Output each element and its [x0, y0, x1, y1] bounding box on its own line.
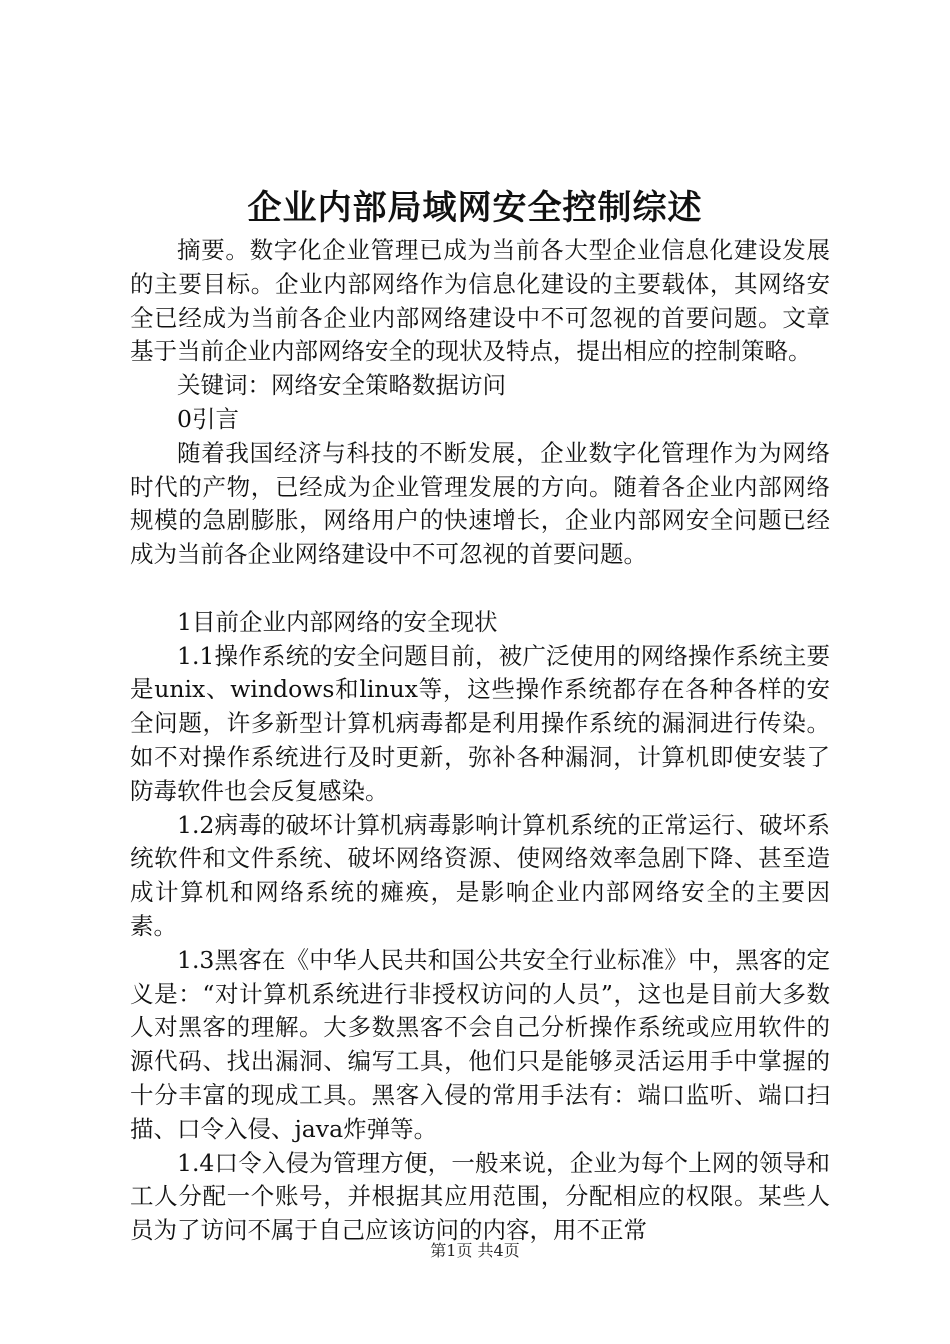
document-title: 企业内部局域网安全控制综述 — [247, 188, 703, 228]
section-1-2-paragraph: 1.2病毒的破坏计算机病毒影响计算机系统的正常运行、破坏系统软件和文件系统、破坏网络资源、使网络效率急剧下降、甚至造成计算机和网络系统的瘫痪，是影响企业内部网络安全的主要因素。 — [130, 810, 830, 940]
page-number-footer: 第1页 共4页 — [430, 1241, 520, 1260]
abstract-paragraph: 摘要。数字化企业管理已成为当前各大型企业信息化建设发展的主要目标。企业内部网络作为信息化建设的主要载体，其网络安全已经成为当前各企业内部网络建设中不可忽视的首要问题。文章基于当前企业内部网络安全的现状及特点，提出相应的控制策略。 — [130, 236, 830, 366]
section-1-4-paragraph: 1.4口令入侵为管理方便，一般来说，企业为每个上网的领导和工人分配一个账号，并根据其应用范围，分配相应的权限。某些人员为了访问不属于自己应该访问的内容，用不正常 — [130, 1148, 830, 1245]
document-body — [130, 234, 830, 1248]
keywords-line: 关键词：网络安全策略数据访问 — [177, 371, 506, 400]
section-heading-1: 1目前企业内部网络的安全现状 — [177, 607, 498, 636]
intro-paragraph: 随着我国经济与科技的不断发展，企业数字化管理作为为网络时代的产物，已经成为企业管理发展的方向。随着各企业内部网络规模的急剧膨胀，网络用户的快速增长，企业内部网安全问题已经成为当前各企业网络建设中不可忽视的首要问题。 — [130, 438, 830, 569]
section-heading-intro: 0引言 — [177, 404, 239, 433]
section-1-1-paragraph: 1.1操作系统的安全问题目前，被广泛使用的网络操作系统主要是unix、windows和linux等，这些操作系统都存在各种各样的安全问题，许多新型计算机病毒都是利用操作系统的漏洞进行传染。如不对操作系统进行及时更新，弥补各种漏洞，计算机即使安装了防毒软件也会反复感染。 — [130, 641, 830, 805]
section-1-3-paragraph: 1.3黑客在《中华人民共和国公共安全行业标准》中，黑客的定义是：“对计算机系统进行非授权访问的人员”，这也是目前大多数人对黑客的理解。大多数黑客不会自己分析操作系统或应用软件的源代码、找出漏洞、编写工具，他们只是能够灵活运用手中掌握的十分丰富的现成工具。黑客入侵的常用手法有：端口监听、端口扫描、口令入侵、java炸弹等。 — [130, 945, 830, 1143]
